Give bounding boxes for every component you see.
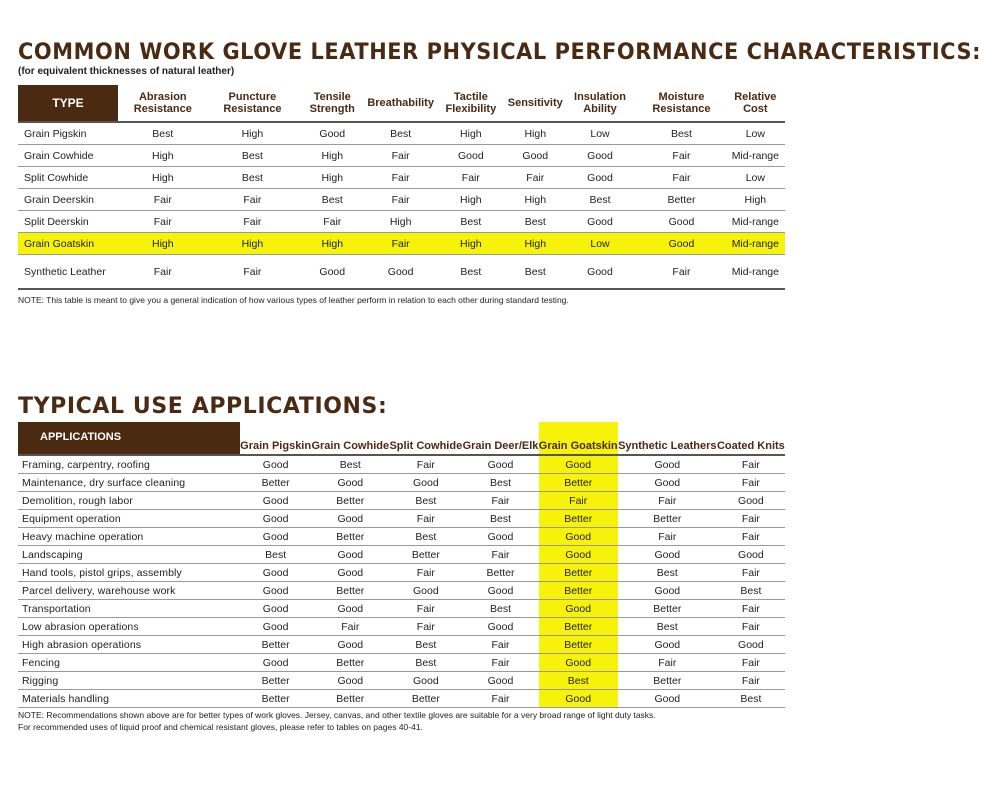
- rating-cell: High: [508, 122, 563, 145]
- application-name-cell: Transportation: [18, 600, 240, 618]
- rating-cell: Good: [618, 636, 717, 654]
- rating-cell: Fair: [717, 474, 785, 492]
- rating-cell: Better: [462, 564, 538, 582]
- leather-type-cell: Grain Cowhide: [18, 145, 118, 167]
- application-row: [18, 546, 785, 564]
- performance-table: [18, 85, 785, 290]
- rating-cell: Best: [462, 510, 538, 528]
- performance-section-subtitle: (for equivalent thicknesses of natural leather): [18, 66, 235, 77]
- rating-cell: Good: [637, 211, 725, 233]
- rating-cell: Good: [240, 528, 311, 546]
- rating-cell: Best: [389, 492, 462, 510]
- leather-type-cell: Grain Pigskin: [18, 122, 118, 145]
- column-header-grain-goatskin: Grain Goatskin: [539, 422, 618, 455]
- rating-cell: Fair: [717, 564, 785, 582]
- rating-cell: Best: [389, 528, 462, 546]
- rating-cell: High: [367, 211, 434, 233]
- rating-cell: Fair: [717, 618, 785, 636]
- rating-cell: Fair: [637, 255, 725, 290]
- rating-cell: Good: [717, 492, 785, 510]
- rating-cell: Low: [563, 122, 637, 145]
- column-header-insulation-ability: Insulation Ability: [574, 91, 626, 115]
- rating-cell: Good: [539, 600, 618, 618]
- application-row: [18, 510, 785, 528]
- column-header-breathability: Breathability: [367, 97, 434, 109]
- rating-cell: Better: [311, 654, 389, 672]
- rating-cell: High: [508, 233, 563, 255]
- rating-cell: Fair: [618, 654, 717, 672]
- rating-cell: Best: [434, 211, 508, 233]
- rating-cell: Fair: [508, 167, 563, 189]
- rating-cell: Fair: [462, 636, 538, 654]
- application-row: [18, 528, 785, 546]
- rating-cell: Good: [618, 455, 717, 474]
- rating-cell: Better: [311, 528, 389, 546]
- rating-cell: Low: [726, 122, 785, 145]
- rating-cell: High: [434, 122, 508, 145]
- rating-cell: Fair: [208, 189, 298, 211]
- rating-cell: Good: [297, 255, 367, 290]
- rating-cell: Good: [462, 582, 538, 600]
- rating-cell: Good: [389, 474, 462, 492]
- rating-cell: Best: [367, 122, 434, 145]
- rating-cell: Fair: [367, 233, 434, 255]
- rating-cell: Mid-range: [726, 233, 785, 255]
- leather-type-cell: Synthetic Leather: [18, 255, 118, 290]
- rating-cell: Mid-range: [726, 145, 785, 167]
- rating-cell: Good: [297, 122, 367, 145]
- rating-cell: Best: [462, 474, 538, 492]
- application-row: [18, 654, 785, 672]
- application-name-cell: Equipment operation: [18, 510, 240, 528]
- rating-cell: High: [297, 167, 367, 189]
- rating-cell: Better: [389, 546, 462, 564]
- rating-cell: Good: [311, 672, 389, 690]
- leather-type-cell: Grain Goatskin: [18, 233, 118, 255]
- applications-table: [18, 422, 785, 708]
- performance-row: [18, 145, 785, 167]
- rating-cell: Fair: [434, 167, 508, 189]
- rating-cell: Good: [240, 654, 311, 672]
- rating-cell: Fair: [462, 690, 538, 708]
- rating-cell: Good: [508, 145, 563, 167]
- rating-cell: Fair: [462, 492, 538, 510]
- application-name-cell: Demolition, rough labor: [18, 492, 240, 510]
- rating-cell: High: [208, 233, 298, 255]
- rating-cell: Fair: [717, 528, 785, 546]
- rating-cell: Mid-range: [726, 255, 785, 290]
- rating-cell: Best: [389, 654, 462, 672]
- performance-row: [18, 211, 785, 233]
- rating-cell: Low: [726, 167, 785, 189]
- applications-note: [18, 709, 656, 733]
- rating-cell: Good: [434, 145, 508, 167]
- rating-cell: High: [434, 189, 508, 211]
- rating-cell: Best: [508, 255, 563, 290]
- rating-cell: Good: [462, 455, 538, 474]
- rating-cell: Fair: [367, 167, 434, 189]
- rating-cell: Fair: [118, 255, 208, 290]
- rating-cell: Fair: [618, 528, 717, 546]
- rating-cell: Good: [563, 211, 637, 233]
- column-header-sensitivity: Sensitivity: [507, 97, 563, 109]
- performance-row: [18, 167, 785, 189]
- rating-cell: Fair: [208, 255, 298, 290]
- rating-cell: Low: [563, 233, 637, 255]
- rating-cell: Good: [311, 636, 389, 654]
- rating-cell: Best: [717, 690, 785, 708]
- rating-cell: Fair: [389, 600, 462, 618]
- rating-cell: Best: [208, 167, 298, 189]
- rating-cell: Best: [508, 211, 563, 233]
- rating-cell: Good: [311, 510, 389, 528]
- applications-section-title: TYPICAL USE APPLICATIONS:: [18, 394, 388, 419]
- applications-note-line-1: NOTE: Recommendations shown above are for better types of work gloves. Jersey, canvas, and other textile gloves are suitable for a very broad range of light duty tasks.: [18, 710, 656, 720]
- rating-cell: Good: [539, 690, 618, 708]
- rating-cell: Better: [539, 618, 618, 636]
- application-name-cell: Heavy machine operation: [18, 528, 240, 546]
- rating-cell: High: [118, 145, 208, 167]
- rating-cell: Better: [389, 690, 462, 708]
- rating-cell: Fair: [389, 510, 462, 528]
- column-header-grain-pigskin: Grain Pigskin: [240, 440, 312, 452]
- rating-cell: Fair: [389, 618, 462, 636]
- performance-row: [18, 233, 785, 255]
- leather-type-cell: Grain Deerskin: [18, 189, 118, 211]
- rating-cell: Fair: [717, 654, 785, 672]
- rating-cell: Mid-range: [726, 211, 785, 233]
- rating-cell: Fair: [389, 564, 462, 582]
- rating-cell: Better: [539, 510, 618, 528]
- column-header-tactile-flexibility: Tactile Flexibility: [445, 91, 497, 115]
- rating-cell: Good: [539, 654, 618, 672]
- rating-cell: Good: [539, 455, 618, 474]
- leather-type-cell: Split Cowhide: [18, 167, 118, 189]
- application-row: [18, 582, 785, 600]
- rating-cell: Best: [618, 618, 717, 636]
- rating-cell: Good: [240, 455, 311, 474]
- rating-cell: Fair: [717, 600, 785, 618]
- rating-cell: Good: [618, 474, 717, 492]
- rating-cell: Better: [618, 600, 717, 618]
- application-name-cell: High abrasion operations: [18, 636, 240, 654]
- rating-cell: Best: [462, 600, 538, 618]
- rating-cell: Better: [618, 672, 717, 690]
- rating-cell: Good: [717, 546, 785, 564]
- application-row: [18, 636, 785, 654]
- rating-cell: Best: [297, 189, 367, 211]
- rating-cell: Good: [240, 618, 311, 636]
- rating-cell: Good: [311, 474, 389, 492]
- rating-cell: Best: [118, 122, 208, 145]
- rating-cell: Good: [389, 672, 462, 690]
- rating-cell: Good: [240, 582, 311, 600]
- rating-cell: Good: [563, 255, 637, 290]
- rating-cell: Fair: [717, 672, 785, 690]
- applications-header-row: [18, 422, 785, 455]
- rating-cell: Better: [539, 474, 618, 492]
- rating-cell: Good: [462, 528, 538, 546]
- rating-cell: Better: [240, 672, 311, 690]
- application-row: [18, 474, 785, 492]
- application-name-cell: Parcel delivery, warehouse work: [18, 582, 240, 600]
- rating-cell: Better: [311, 492, 389, 510]
- application-name-cell: Materials handling: [18, 690, 240, 708]
- rating-cell: Good: [618, 546, 717, 564]
- rating-cell: High: [297, 145, 367, 167]
- rating-cell: Good: [539, 546, 618, 564]
- application-name-cell: Hand tools, pistol grips, assembly: [18, 564, 240, 582]
- performance-section-title: COMMON WORK GLOVE LEATHER PHYSICAL PERFORMANCE CHARACTERISTICS:: [18, 40, 981, 65]
- rating-cell: Better: [240, 474, 311, 492]
- rating-cell: Good: [618, 582, 717, 600]
- performance-row: [18, 189, 785, 211]
- rating-cell: Best: [717, 582, 785, 600]
- rating-cell: Fair: [367, 189, 434, 211]
- rating-cell: Good: [717, 636, 785, 654]
- rating-cell: Good: [240, 600, 311, 618]
- rating-cell: Better: [311, 690, 389, 708]
- rating-cell: Fair: [367, 145, 434, 167]
- rating-cell: Best: [240, 546, 311, 564]
- application-row: [18, 618, 785, 636]
- rating-cell: Fair: [618, 492, 717, 510]
- rating-cell: Best: [434, 255, 508, 290]
- rating-cell: Fair: [208, 211, 298, 233]
- rating-cell: Better: [311, 582, 389, 600]
- rating-cell: Best: [637, 122, 725, 145]
- rating-cell: Good: [462, 672, 538, 690]
- rating-cell: High: [508, 189, 563, 211]
- column-header-relative-cost: Relative Cost: [734, 91, 777, 115]
- rating-cell: Good: [240, 492, 311, 510]
- column-header-moisture-resistance: Moisture Resistance: [652, 91, 711, 115]
- rating-cell: High: [118, 233, 208, 255]
- rating-cell: Best: [563, 189, 637, 211]
- performance-header-row: [18, 85, 785, 122]
- column-header-synthetic-leathers: Synthetic Leathers: [618, 440, 717, 452]
- rating-cell: Fair: [462, 654, 538, 672]
- application-row: [18, 455, 785, 474]
- application-name-cell: Fencing: [18, 654, 240, 672]
- performance-note: NOTE: This table is meant to give you a general indication of how various types of leather perform in relation to each other during standard testing.: [18, 295, 569, 305]
- rating-cell: High: [297, 233, 367, 255]
- rating-cell: Good: [618, 690, 717, 708]
- rating-cell: Fair: [539, 492, 618, 510]
- rating-cell: Best: [618, 564, 717, 582]
- application-name-cell: Framing, carpentry, roofing: [18, 455, 240, 474]
- rating-cell: Good: [311, 600, 389, 618]
- rating-cell: High: [726, 189, 785, 211]
- rating-cell: Better: [539, 582, 618, 600]
- rating-cell: Better: [637, 189, 725, 211]
- application-name-cell: Landscaping: [18, 546, 240, 564]
- rating-cell: Best: [539, 672, 618, 690]
- performance-row: [18, 255, 785, 290]
- application-row: [18, 672, 785, 690]
- rating-cell: Good: [462, 618, 538, 636]
- column-header-grain-cowhide: Grain Cowhide: [311, 440, 390, 452]
- rating-cell: High: [434, 233, 508, 255]
- leather-type-cell: Split Deerskin: [18, 211, 118, 233]
- rating-cell: High: [118, 167, 208, 189]
- column-header-tensile-strength: Tensile Strength: [309, 91, 355, 115]
- rating-cell: Fair: [297, 211, 367, 233]
- rating-cell: Good: [367, 255, 434, 290]
- rating-cell: High: [208, 122, 298, 145]
- column-header-abrasion-resistance: Abrasion Resistance: [133, 91, 192, 115]
- column-header-type: TYPE: [18, 85, 118, 122]
- column-header-split-cowhide: Split Cowhide: [389, 440, 463, 452]
- rating-cell: Good: [563, 167, 637, 189]
- application-name-cell: Maintenance, dry surface cleaning: [18, 474, 240, 492]
- rating-cell: Better: [618, 510, 717, 528]
- applications-note-line-2: For recommended uses of liquid proof and chemical resistant gloves, please refer to tables on pages 40-41.: [18, 722, 423, 732]
- column-header-puncture-resistance: Puncture Resistance: [223, 91, 282, 115]
- rating-cell: Good: [389, 582, 462, 600]
- rating-cell: Good: [311, 564, 389, 582]
- rating-cell: Good: [240, 564, 311, 582]
- rating-cell: Best: [311, 455, 389, 474]
- rating-cell: Fair: [637, 145, 725, 167]
- rating-cell: Good: [637, 233, 725, 255]
- application-name-cell: Rigging: [18, 672, 240, 690]
- application-row: [18, 600, 785, 618]
- rating-cell: Better: [240, 690, 311, 708]
- rating-cell: Good: [240, 510, 311, 528]
- rating-cell: Better: [539, 636, 618, 654]
- column-header-applications: APPLICATIONS: [18, 422, 240, 455]
- rating-cell: Fair: [717, 455, 785, 474]
- application-row: [18, 690, 785, 708]
- rating-cell: Fair: [717, 510, 785, 528]
- column-header-grain-deer-elk: Grain Deer/Elk: [462, 440, 539, 452]
- rating-cell: Good: [311, 546, 389, 564]
- rating-cell: Best: [208, 145, 298, 167]
- rating-cell: Better: [240, 636, 311, 654]
- application-row: [18, 492, 785, 510]
- application-row: [18, 564, 785, 582]
- rating-cell: Fair: [462, 546, 538, 564]
- rating-cell: Fair: [118, 189, 208, 211]
- application-name-cell: Low abrasion operations: [18, 618, 240, 636]
- rating-cell: Best: [389, 636, 462, 654]
- rating-cell: Fair: [637, 167, 725, 189]
- rating-cell: Good: [539, 528, 618, 546]
- rating-cell: Good: [563, 145, 637, 167]
- rating-cell: Fair: [118, 211, 208, 233]
- rating-cell: Better: [539, 564, 618, 582]
- column-header-coated-knits: Coated Knits: [716, 440, 785, 452]
- rating-cell: Fair: [389, 455, 462, 474]
- performance-row: [18, 122, 785, 145]
- rating-cell: Fair: [311, 618, 389, 636]
